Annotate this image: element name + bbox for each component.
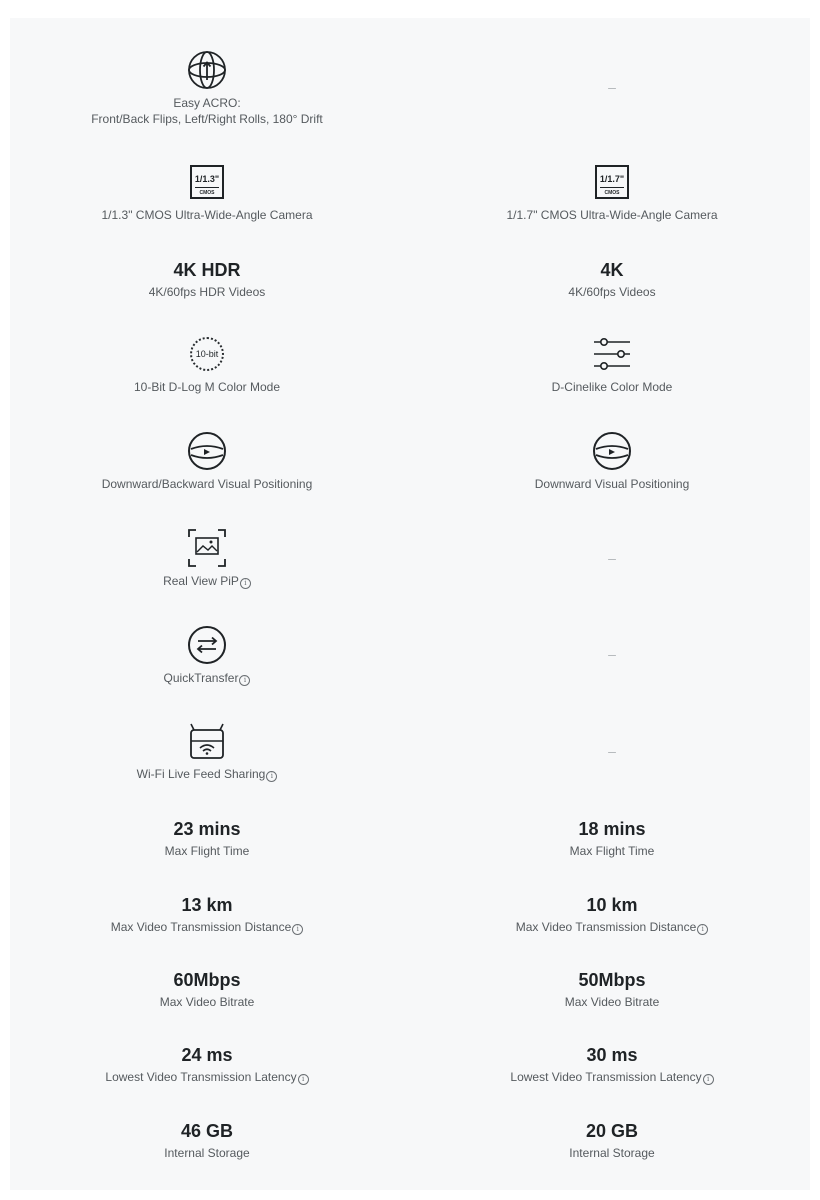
ten-bit-icon — [187, 334, 227, 374]
bitrate-cell-right — [412, 969, 812, 1010]
info-icon[interactable]: i — [298, 1074, 309, 1085]
color-cell-right — [412, 334, 812, 395]
pip-label-text: Real View PiP — [163, 574, 239, 588]
camera-cell-left — [7, 162, 407, 223]
storage-label: Internal Storage — [164, 1146, 250, 1160]
flight-cell-right — [412, 818, 812, 859]
cmos-size-text: 1/1.3" — [194, 174, 220, 184]
info-icon[interactable]: i — [239, 675, 250, 686]
wifi-device-icon — [187, 721, 227, 761]
distance-label — [516, 919, 709, 935]
wifi-cell-left — [7, 721, 407, 782]
bitrate-value: 50Mbps — [578, 970, 646, 990]
acro-cell-left — [7, 50, 407, 127]
distance-label-text: Max Video Transmission Distance — [110, 920, 292, 934]
transfer-label-text: QuickTransfer — [163, 671, 239, 685]
flight-value: 18 mins — [578, 819, 646, 839]
info-icon[interactable]: i — [703, 1074, 714, 1085]
storage-value: 46 GB — [180, 1121, 234, 1141]
info-icon[interactable]: i — [240, 578, 251, 589]
bitrate-label: Max Video Bitrate — [564, 995, 660, 1009]
video-value: 4K — [600, 260, 624, 280]
camera-cell-right — [412, 162, 812, 223]
sliders-icon — [592, 334, 632, 374]
rotation-axis-icon — [187, 50, 227, 90]
color-label: 10-Bit D-Log M Color Mode — [133, 380, 281, 394]
info-icon[interactable]: i — [266, 771, 277, 782]
flight-cell-left — [7, 818, 407, 859]
transfer-cell-right — [412, 646, 812, 662]
video-label: 4K/60fps Videos — [568, 285, 656, 299]
camera-label: 1/1.7" CMOS Ultra-Wide-Angle Camera — [506, 208, 718, 222]
storage-label: Internal Storage — [569, 1146, 655, 1160]
video-label: 4K/60fps HDR Videos — [148, 285, 266, 299]
latency-label-text: Lowest Video Transmission Latency — [510, 1070, 702, 1084]
video-cell-right — [412, 259, 812, 300]
color-cell-left — [7, 334, 407, 395]
visual-positioning-icon — [187, 431, 227, 471]
pip-cell-right — [412, 550, 812, 566]
latency-label — [510, 1069, 713, 1085]
not-available-dash: – — [608, 550, 616, 566]
color-label: D-Cinelike Color Mode — [551, 380, 673, 394]
positioning-label: Downward/Backward Visual Positioning — [101, 477, 313, 491]
acro-label: Easy ACRO: Front/Back Flips, Left/Right Rolls, 180° Drift — [91, 96, 323, 126]
bitrate-cell-left — [7, 969, 407, 1010]
transfer-cell-left — [7, 625, 407, 686]
pip-cell-left — [7, 528, 407, 589]
flight-value: 23 mins — [173, 819, 241, 839]
positioning-label: Downward Visual Positioning — [534, 477, 690, 491]
latency-label — [105, 1069, 308, 1085]
distance-label-text: Max Video Transmission Distance — [515, 920, 697, 934]
info-icon[interactable]: i — [292, 924, 303, 935]
wifi-label — [137, 766, 278, 782]
camera-label: 1/1.3" CMOS Ultra-Wide-Angle Camera — [101, 208, 313, 222]
video-value: 4K HDR — [173, 260, 241, 280]
not-available-dash: – — [608, 743, 616, 759]
distance-value: 13 km — [181, 895, 233, 915]
cmos-sensor-icon — [187, 162, 227, 202]
pip-label — [163, 573, 251, 589]
distance-cell-left — [7, 894, 407, 935]
transfer-arrows-icon — [187, 625, 227, 665]
not-available-dash: – — [608, 646, 616, 662]
latency-cell-right — [412, 1044, 812, 1085]
distance-value: 10 km — [586, 895, 638, 915]
wifi-label-text: Wi-Fi Live Feed Sharing — [136, 767, 266, 781]
video-cell-left — [7, 259, 407, 300]
distance-label — [111, 919, 304, 935]
positioning-cell-right — [412, 431, 812, 492]
storage-cell-right — [412, 1120, 812, 1161]
bitrate-value: 60Mbps — [173, 970, 241, 990]
cmos-sensor-icon — [592, 162, 632, 202]
visual-positioning-icon — [592, 431, 632, 471]
flight-label: Max Flight Time — [164, 844, 250, 858]
latency-cell-left — [7, 1044, 407, 1085]
not-available-dash: – — [608, 79, 616, 95]
wifi-cell-right — [412, 743, 812, 759]
distance-cell-right — [412, 894, 812, 935]
latency-label-text: Lowest Video Transmission Latency — [105, 1070, 297, 1084]
cmos-sub-text: CMOS — [604, 190, 620, 196]
acro-cell-right — [412, 79, 812, 95]
transfer-label — [164, 670, 251, 686]
storage-value: 20 GB — [585, 1121, 639, 1141]
ten-bit-badge-text: 10-bit — [190, 337, 224, 371]
cmos-sub-text: CMOS — [199, 190, 215, 196]
info-icon[interactable]: i — [697, 924, 708, 935]
bitrate-label: Max Video Bitrate — [159, 995, 255, 1009]
picture-frame-icon — [187, 528, 227, 568]
positioning-cell-left — [7, 431, 407, 492]
cmos-size-text: 1/1.7" — [599, 174, 625, 184]
latency-value: 24 ms — [181, 1045, 233, 1065]
latency-value: 30 ms — [586, 1045, 638, 1065]
storage-cell-left — [7, 1120, 407, 1161]
flight-label: Max Flight Time — [569, 844, 655, 858]
